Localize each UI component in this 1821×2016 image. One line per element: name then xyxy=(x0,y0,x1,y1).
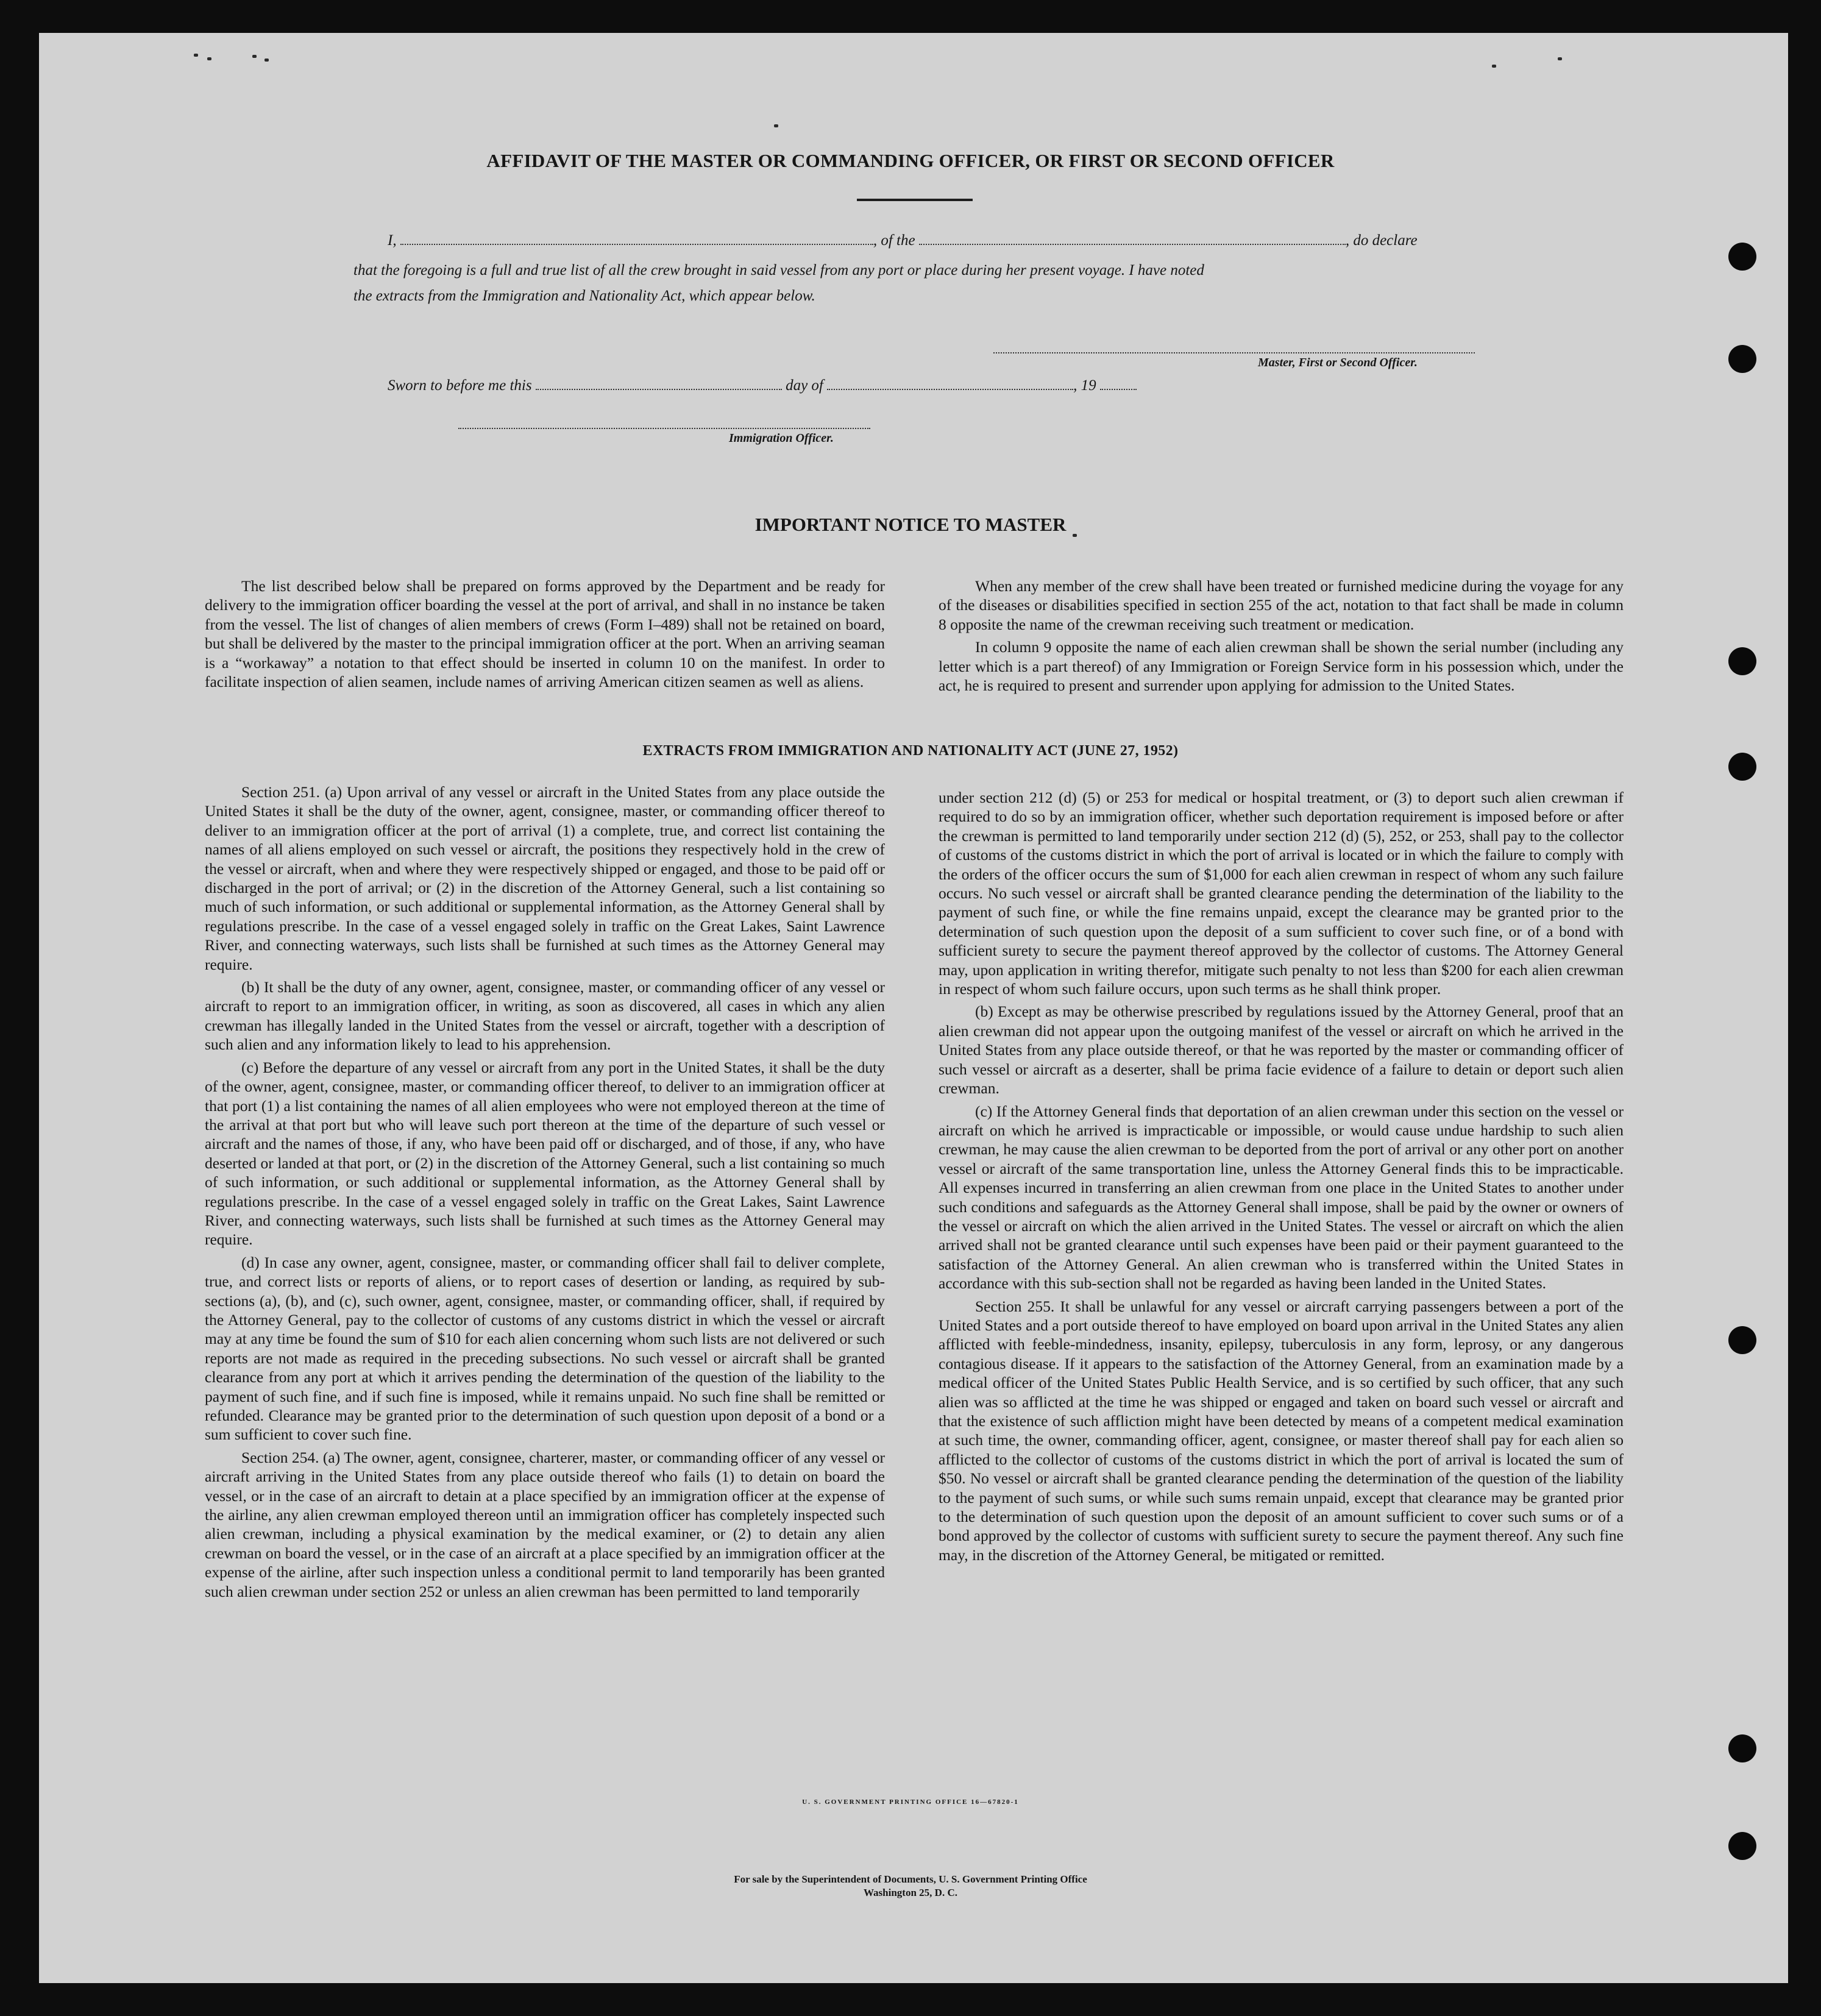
sworn-line xyxy=(388,377,1137,394)
scan-speck xyxy=(194,54,198,57)
master-signature-label: Master, First or Second Officer. xyxy=(1258,356,1418,369)
affidavit-title: AFFIDAVIT OF THE MASTER OR COMMANDING OFFICER, OR FIRST OR SECOND OFFICER xyxy=(486,150,1335,171)
punch-hole-5 xyxy=(1728,1326,1756,1354)
declaration-of-the: , of the xyxy=(873,232,915,249)
sworn-prefix: Sworn to before me this xyxy=(388,377,532,394)
punch-hole-7 xyxy=(1728,1832,1756,1860)
law-right-column xyxy=(939,788,1624,1568)
notice-right-column xyxy=(939,577,1624,698)
section-254b: (b) Except as may be otherwise prescribed by regulations issued by the Attorney General, proof that an alien crewman did not appear upon the outgoing manifest of the vessel or aircraft on which he arrived in the United States from any place outside thereof, or that he was reported by the master or commanding officer of such vessel or aircraft as a deserter, shall be prima facie evidence of a failure to detain or deport such alien crewman. xyxy=(939,1003,1624,1098)
declaration-statement-2: the extracts from the Immigration and Nationality Act, which appear below. xyxy=(353,288,815,304)
sale-notice-line-2: Washington 25, D. C. xyxy=(864,1887,957,1898)
scan-speck xyxy=(252,55,257,58)
sworn-year-field[interactable] xyxy=(1100,377,1137,390)
notice-paragraph: The list described below shall be prepared on forms approved by the Department and be ready for delivery to the immigration officer boarding the vessel at the port of arrival, and shall in no instance be taken from the vessel. The list of changes of alien members of crews (Form I–489) shall not be retained on board, but shall be delivered by the master to the principal immigration officer at the port. When an arriving seaman is a “workaway” a notation to that effect should be inserted in column 10 on the manifest. In order to facilitate inspection of alien seamen, include names of arriving American citizen seamen as well as aliens. xyxy=(205,577,885,691)
title-rule xyxy=(857,199,973,201)
punch-hole-3 xyxy=(1728,647,1756,675)
section-254a: Section 254. (a) The owner, agent, consignee, charterer, master, or commanding officer of any vessel or aircraft arriving in the United States from any place outside thereof who fails (1) to detain on board the vessel, or in the case of an aircraft to detain at a place specified by an immigration officer at the expense of the airline, any alien crewman employed thereon until an immigration officer has completely inspected such alien crewman, including a physical examination by the medical examiner, or (2) to detain any alien crewman on board the vessel, or in the case of an aircraft at a place specified by an immigration officer at the expense of the airline, after such inspection unless a conditional permit to land temporarily has been granted such alien crewman under section 252 or unless an alien crewman has been permitted to land temporarily xyxy=(205,1448,885,1600)
scan-speck xyxy=(1558,57,1562,60)
section-251d: (d) In case any owner, agent, consignee, master, or commanding officer shall fail to deliver complete, true, and correct lists or reports of aliens, or to report cases of desertion or landing, as required by sub-sections (a), (b), and (c), such owner, agent, consignee, master, or commanding officer, shall, if required by the Attorney General, pay to the collector of customs of any customs district in which the vessel or aircraft may at any time be found the sum of $10 for each alien concerning whom such lists are not delivered or such reports are not made as required in the preceding subsections. No such vessel or aircraft shall be granted clearance from any port at which it arrives pending the determination of the question of the liability to the payment of such fine, and if such fine is imposed, while it remains unpaid. No such fine shall be remitted or refunded. Clearance may be granted prior to the determination of such question upon deposit of a bond or a sum sufficient to cover such fine. xyxy=(205,1253,885,1444)
sworn-year-prefix: , 19 xyxy=(1073,377,1096,394)
punch-hole-6 xyxy=(1728,1734,1756,1762)
declaration-line xyxy=(388,232,1418,249)
extracts-title: EXTRACTS FROM IMMIGRATION AND NATIONALITY ACT (JUNE 27, 1952) xyxy=(642,743,1179,759)
sale-notice xyxy=(0,1873,1821,1900)
scan-speck xyxy=(207,57,211,60)
master-name-field[interactable] xyxy=(400,232,873,245)
notice-paragraph: When any member of the crew shall have been treated or furnished medicine during the voyage for any of the diseases or disabilities specified in section 255 of the act, notation to that fact shall be made in column 8 opposite the name of the crewman receiving such treatment or medication. xyxy=(939,577,1624,633)
section-255: Section 255. It shall be unlawful for any vessel or aircraft carrying passengers between a port of the United States and a port outside thereof to have employed on board upon arrival in the United States any alien afflicted with feeble-mindedness, insanity, epilepsy, tuberculosis in any form, leprosy, or any dangerous contagious disease. If it appears to the satisfaction of the Attorney General, from an examination made by a medical officer of the United States Public Health Service, and is so certified by such officer, that any such alien was so afflicted at the time he was shipped or engaged and taken on board such vessel or aircraft and that the existence of such affliction might have been detected by means of a competent medical examination at such time, the owner, commanding officer, agent, consignee, or master thereof shall pay for each alien so afflicted to the collector of customs of the customs district in which the port of arrival is located the sum of $50. No vessel or aircraft shall be granted clearance pending the determination of the question of the liability to the payment of such sums, or while such sums remain unpaid, except that clearance may be granted prior to the determination of such question upon the deposit of an amount sufficient to cover such sums or of a bond approved by the collector of customs with sufficient surety to secure the payment thereof. Any such fine may, in the discretion of the Attorney General, be mitigated or remitted. xyxy=(939,1297,1624,1564)
section-251a: Section 251. (a) Upon arrival of any vessel or aircraft in the United States from any place outside the United States it shall be the duty of the owner, agent, consignee, master, or commanding officer thereof to deliver to an immigration officer at the port of arrival (1) a complete, true, and correct list containing the names of all aliens employed on such vessel or aircraft, the positions they respectively hold in the crew of the vessel or aircraft, when and where they were respectively shipped or engaged, and those to be paid off or discharged in the port of arrival; or (2) in the discretion of the Attorney General, such a list containing so much of such information, or such additional or supplemental information, as the Attorney General shall by regulations prescribe. In the case of a vessel engaged solely in traffic on the Great Lakes, Saint Lawrence River, and connecting waterways, such lists shall be furnished at such times as the Attorney General may require. xyxy=(205,783,885,973)
notice-left-column xyxy=(205,577,885,695)
section-251c: (c) Before the departure of any vessel or aircraft from any port in the United States, it shall be the duty of the owner, agent, consignee, master, or commanding officer thereof, to deliver to an immigration officer at that port (1) a list containing the names of all alien employees who were not employed thereon at the time of the arrival at that port but who will leave such port thereon at the time of the departure of such vessel or aircraft and the names of those, if any, who have been paid off or discharged, and of those, if any, who have deserted or landed at that port, or (2) in the discretion of the Attorney General, such a list containing so much of such information, or such additional or supplemental information, as the Attorney General shall by regulations prescribe. In the case of a vessel engaged solely in traffic on the Great Lakes, Saint Lawrence River, and connecting waterways, such lists shall be furnished at such times as the Attorney General may require. xyxy=(205,1058,885,1249)
sworn-month-field[interactable] xyxy=(827,377,1073,390)
declaration-statement-1: that the foregoing is a full and true list of all the crew brought in said vessel from any port or place during her present voyage. I have noted xyxy=(353,262,1204,279)
vessel-name-field[interactable] xyxy=(919,232,1346,245)
section-251b: (b) It shall be the duty of any owner, agent, consignee, master, or commanding officer of any vessel or aircraft to report to an immigration officer, in writing, as soon as discovered, all cases in which any alien crewman has illegally landed in the United States from the vessel or aircraft, together with a description of such alien and any information likely to lead to his apprehension. xyxy=(205,978,885,1054)
notice-title: IMPORTANT NOTICE TO MASTER xyxy=(754,514,1067,535)
sworn-day-field[interactable] xyxy=(536,377,782,390)
immigration-officer-signature-field[interactable] xyxy=(458,428,870,429)
scan-speck xyxy=(264,59,269,62)
punch-hole-2 xyxy=(1728,345,1756,373)
law-left-column xyxy=(205,783,885,1605)
section-254a-continued: under section 212 (d) (5) or 253 for medical or hospital treatment, or (3) to deport such alien crewman if required to do so by an immigration officer, whether such deportation requirement is imposed before or after the crewman is permitted to land temporarily under section 212 (d) (5), 252, or 253, shall pay to the collector of customs of the customs district in which the port of arrival is located or in which the failure to comply with the orders of the officer occurs the sum of $1,000 for each alien crewman in respect of whom any such failure occurs. No such vessel or aircraft shall be granted clearance pending the determination of the liability to the payment of such fine, or while the fine remains unpaid, except the clearance may be granted prior to the determination of such question upon the deposit of a sum sufficient to cover such fine, or of a bond with sufficient surety to secure the payment thereof approved by the collector of customs. The Attorney General may, upon application in writing therefor, mitigate such penalty to not less than $200 for each alien crewman in respect of whom such failure occurs, upon such terms as he shall think proper. xyxy=(939,789,1624,998)
scan-speck xyxy=(1492,65,1496,68)
master-signature-field[interactable] xyxy=(993,352,1475,353)
scan-speck xyxy=(774,124,778,127)
printer-imprint: U. S. GOVERNMENT PRINTING OFFICE 16—67820-1 xyxy=(802,1798,1019,1806)
sworn-day-of: day of xyxy=(786,377,823,394)
immigration-officer-label: Immigration Officer. xyxy=(729,431,834,445)
declaration-i: I, xyxy=(388,232,397,249)
section-254c: (c) If the Attorney General finds that deportation of an alien crewman under this section on the vessel or aircraft on which he arrived is impracticable or impossible, or would cause undue hardship to such alien crewman, he may cause the alien crewman to be deported from the port of arrival or any other port on another vessel or aircraft of the same transportation line, unless the Attorney General finds this to be impracticable. All expenses incurred in transferring an alien crewman from one place in the United States to another under such conditions and safeguards as the Attorney General shall impose, shall be paid by the owner or owners of the vessel or aircraft on which the alien arrived in the United States. The vessel or aircraft on which the alien arrived shall not be granted clearance until such expenses have been paid or their payment guaranteed to the satisfaction of the Attorney General. An alien crewman who is transferred within the United States in accordance with this sub-section shall not be regarded as having been landed in the United States. xyxy=(939,1102,1624,1293)
notice-paragraph: In column 9 opposite the name of each alien crewman shall be shown the serial number (including any letter which is a part thereof) of any Immigration or Foreign Service form in his possession which, under the act, he is required to present and surrender upon applying for admission to the United States. xyxy=(939,638,1624,695)
punch-hole-1 xyxy=(1728,243,1756,271)
declaration-do-declare: , do declare xyxy=(1345,232,1418,249)
sale-notice-line-1: For sale by the Superintendent of Documents, U. S. Government Printing Office xyxy=(734,1873,1087,1885)
